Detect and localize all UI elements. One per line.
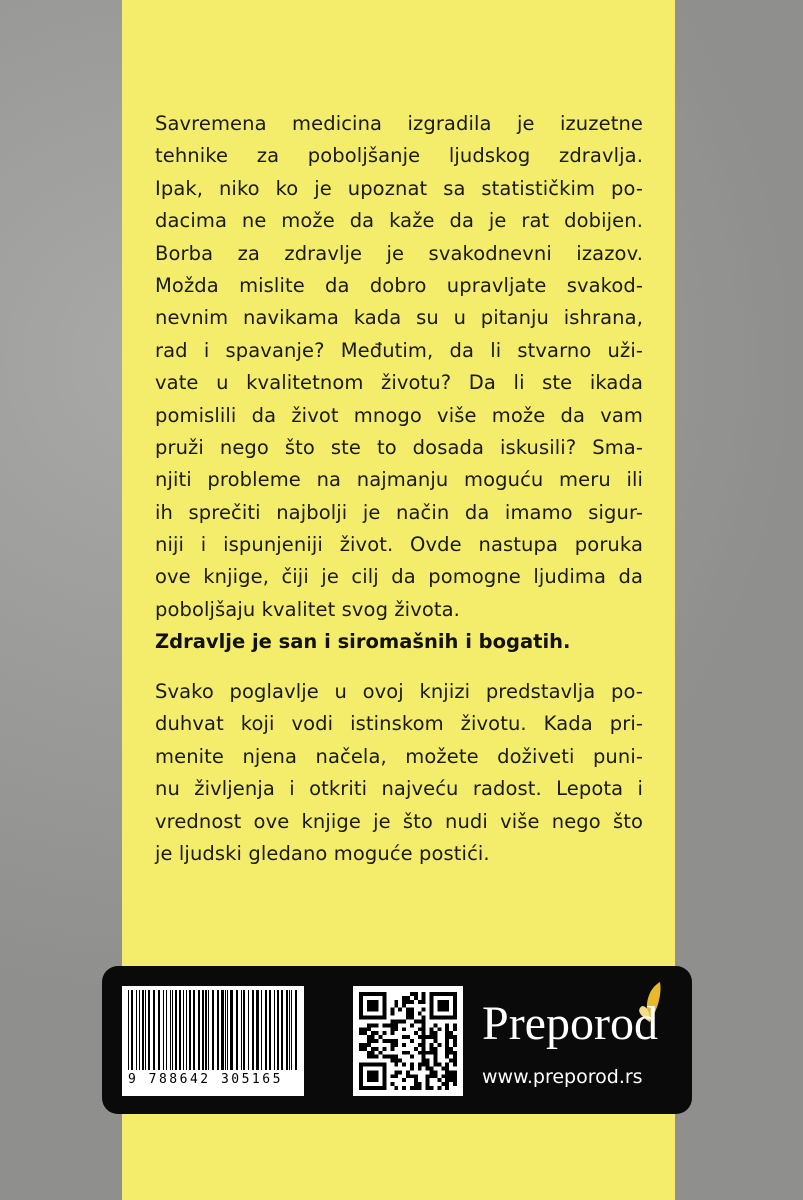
text-line: Savremena medicina izgradila je izuzetne	[155, 112, 643, 135]
barcode	[122, 986, 304, 1096]
text-line: pruži nego što ste to dosada iskusili? Sma-	[155, 435, 643, 459]
text-line: niji i ispunjeniji život. Ovde nastupa poruka	[155, 533, 643, 557]
text-line: njiti probleme na najmanju moguću meru ili	[155, 468, 643, 492]
text-line: Možda mislite da dobro upravljate svakod-	[155, 273, 643, 297]
text-line: Ipak, niko ko je upoznat sa statističkim po-	[155, 176, 643, 200]
text-line: poboljšaju kvalitet svog života.	[155, 597, 460, 621]
publisher-logo: Preporod	[482, 997, 658, 1050]
text-line: vate u kvalitetnom životu? Da li ste ikada	[155, 371, 643, 395]
text-line: rad i spavanje? Međutim, da li stvarno uži-	[155, 338, 643, 362]
text-line: je ljudski gledano moguće postići.	[155, 841, 490, 865]
text-line: dacima ne može da kaže da je rat dobijen.	[155, 209, 643, 233]
description-paragraph-2	[155, 676, 643, 870]
text-line: Svako poglavlje u ovoj knjizi predstavlja po-	[155, 680, 643, 703]
text-line: menite njena načela, možete doživeti puni-	[155, 744, 643, 768]
text-line: vrednost ove knjige je što nudi više nego što	[155, 809, 643, 833]
text-line: pomislili da život mnogo više može da vam	[155, 403, 643, 427]
text-line: ove knjige, čiji je cilj da pomogne ljudima da	[155, 565, 643, 589]
tagline: Zdravlje je san i siromašnih i bogatih.	[155, 630, 571, 653]
qr-code	[353, 986, 463, 1096]
text-line: ih sprečiti najbolji je način da imamo sigur-	[155, 500, 643, 524]
text-line: nevnim navikama kada su u pitanju ishrana,	[155, 306, 643, 330]
barcode-bars	[128, 990, 298, 1070]
publisher-panel	[102, 966, 692, 1114]
text-line: duhvat koji vodi istinskom životu. Kada pri-	[155, 712, 643, 736]
text-line: Borba za zdravlje je svakodnevni izazov.	[155, 241, 643, 265]
text-line: nu življenja i otkriti najveću radost. Lepota i	[155, 777, 643, 801]
publisher-url: www.preporod.rs	[482, 1066, 643, 1088]
description-paragraph-1	[155, 108, 643, 626]
text-line: tehnike za poboljšanje ljudskog zdravlja.	[155, 144, 643, 168]
isbn-number: 9 788642 305165	[128, 1072, 283, 1087]
